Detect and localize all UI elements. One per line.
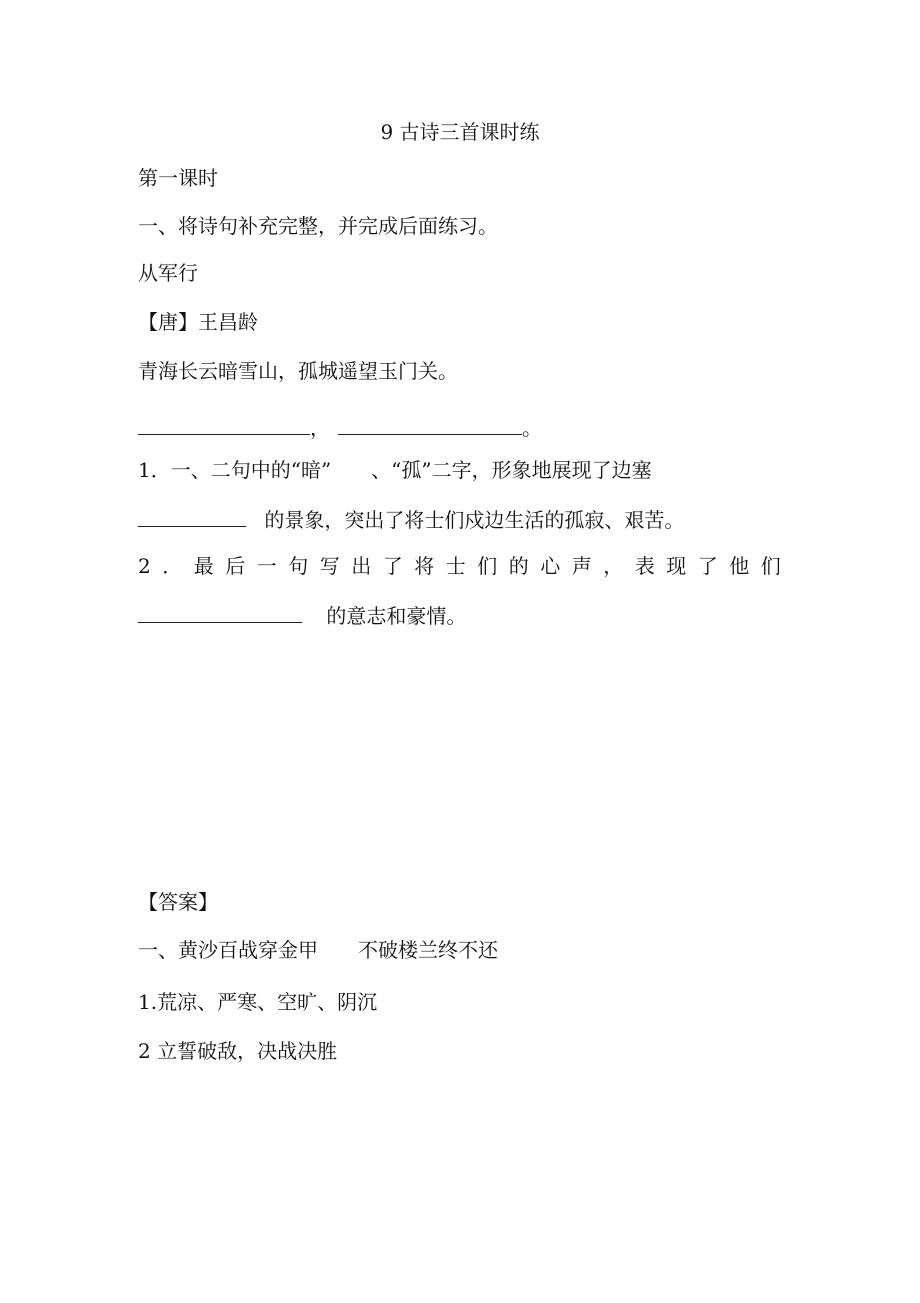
question-2-text: 2．最后一句写出了将士们的心声，表现了他们 [138,554,793,578]
exercise-instruction: 一、将诗句补充完整，并完成后面练习。 [138,214,498,238]
blank-q2[interactable] [138,600,302,623]
page-title: 9 古诗三首课时练 [380,120,540,144]
answer-2: 1.荒凉、严寒、空旷、阴沉 [138,990,378,1014]
poem-line-1: 青海长云暗雪山，孤城遥望玉门关。 [138,359,458,383]
blank-line-2[interactable] [338,412,522,435]
period: 。 [522,416,542,440]
question-1-continued [138,504,684,534]
question-2-tail: 的意志和豪情。 [320,604,467,628]
poem-author: 【唐】王昌龄 [138,310,258,334]
blank-q1[interactable] [138,504,246,527]
question-1-text: 1．一、二句中的“暗” 、“孤”二字，形象地展现了边塞 [138,458,652,482]
answer-1: 一、黄沙百战穿金甲 不破楼兰终不还 [138,938,498,962]
answer-3: 2 立誓破敌，决战决胜 [138,1039,338,1063]
answer-heading: 【答案】 [138,890,218,914]
comma: ， [310,416,330,440]
lesson-label: 第一课时 [138,166,218,190]
question-1-tail: 的景象，突出了将士们戍边生活的孤寂、艰苦。 [258,508,685,532]
blank-line-1[interactable] [138,412,310,435]
poem-line-2-blanks [138,412,542,442]
question-2-continued [138,600,466,630]
poem-title: 从军行 [138,261,198,285]
